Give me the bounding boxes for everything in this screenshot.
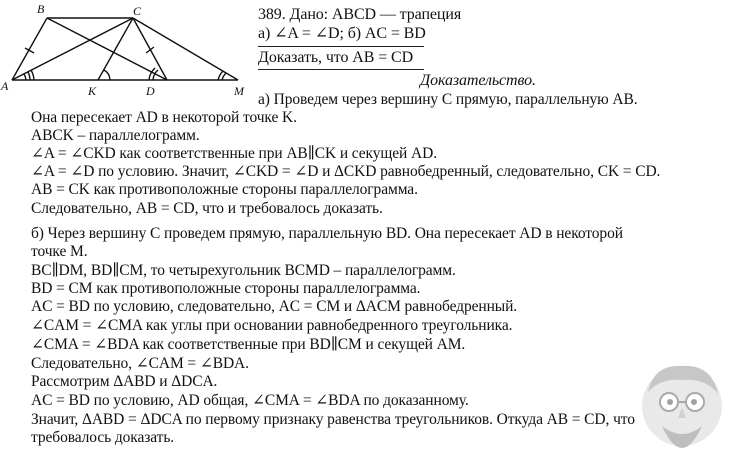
proof-a-line: AB = CK как противоположные стороны параллелограмма.	[31, 181, 418, 198]
proof-b-line: BD = CM как противоположные стороны параллелограмма.	[31, 280, 421, 297]
label-c: C	[133, 4, 142, 18]
proof-a-line: ∠A = ∠D по условию. Значит, ∠CKD = ∠D и ΔCKD равнобедренный, следовательно, CK = CD.	[31, 163, 661, 180]
angle-arc-a	[24, 74, 26, 80]
professor-watermark-icon	[632, 356, 732, 452]
proof-a-line: ∠A = ∠CKD как соответственные при AB∥CK и секущей AD.	[31, 145, 437, 162]
proof-b-line: BC∥DM, BD∥CM, то четырехугольник BCMD – параллелограмм.	[31, 262, 456, 279]
proof-a-line: ABCK – параллелограмм.	[31, 127, 200, 144]
proof-a-line: а) Проведем через вершину C прямую, параллельную AB.	[258, 91, 638, 108]
proof-b-line: Следовательно, ∠CAM = ∠BDA.	[31, 355, 249, 372]
label-b: B	[37, 2, 45, 16]
label-k: K	[88, 84, 97, 98]
angle-arc-m	[222, 73, 226, 80]
proof-a-line: Следовательно, AB = CD, что и требовалось доказать.	[31, 200, 383, 217]
problem-conditions: а) ∠A = ∠D; б) AC = BD	[258, 25, 426, 42]
prove-divider	[258, 69, 424, 70]
proof-heading: Доказательство.	[420, 72, 536, 89]
problem-prove: Доказать, что AB = CD	[258, 49, 414, 66]
proof-b-line: точке M.	[31, 243, 88, 260]
problem-given: 389. Дано: ABCD — трапеция	[258, 6, 462, 23]
proof-b-line: AC = BD по условию, AD общая, ∠CMA = ∠BDA по доказанному.	[31, 392, 469, 409]
proof-b-line: ∠CMA = ∠BDA как соответственные при BD∥CM и секущей AM.	[31, 336, 466, 353]
label-a: A	[1, 79, 9, 93]
label-m: M	[234, 84, 244, 98]
proof-b-line: Рассмотрим ΔABD и ΔDCA.	[31, 373, 218, 390]
proof-b-line: ∠CAM = ∠CMA как углы при основании равнобедренного треугольника.	[31, 317, 513, 334]
angle-arc-k	[104, 70, 110, 80]
given-divider	[258, 46, 424, 47]
proof-a-line: Она пересекает AD в некоторой точке K.	[31, 109, 297, 126]
proof-b-line: Значит, ΔABD = ΔDCA по первому признаку равенства треугольников. Откуда AB = CD, что	[31, 411, 635, 428]
proof-b-line: б) Через вершину C проведем прямую, параллельную BD. Она пересекает AD в некоторой	[31, 225, 623, 242]
proof-b-line: AC = BD по условию, следовательно, AC = CM и ΔACM равнобедренный.	[31, 298, 518, 315]
trapezoid-figure	[0, 0, 250, 100]
label-d: D	[146, 84, 155, 98]
proof-b-line: требовалось доказать.	[31, 429, 175, 446]
